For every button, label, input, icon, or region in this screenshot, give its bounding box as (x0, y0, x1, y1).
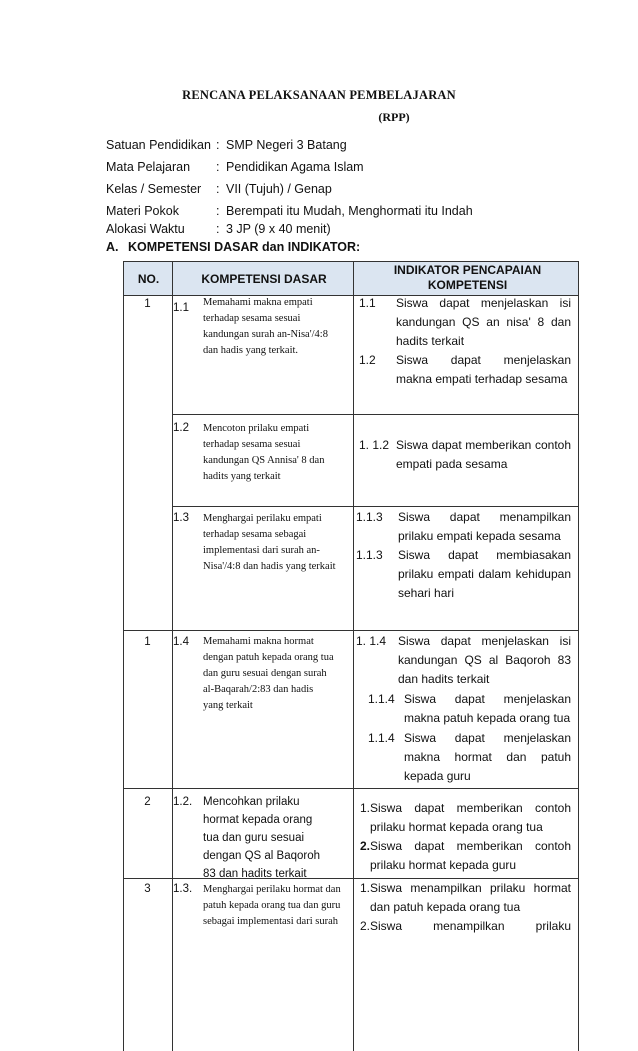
meta-key: Mata Pelajaran (106, 160, 191, 174)
indicator-prefix: 1. 1.2 (359, 438, 390, 452)
indicator-prefix: 1.1.3 (356, 548, 383, 562)
meta-value: Berempati itu Mudah, Menghormati itu Indah (226, 204, 473, 218)
grid-line (578, 261, 579, 1051)
row-number: 1 (144, 636, 151, 648)
indicator-text: Siswa dapat memberikan contoh prilaku hormat kepada guru (370, 839, 571, 872)
indicator-item (359, 294, 571, 351)
grid-line (172, 506, 579, 507)
indicator-list (356, 508, 571, 603)
kd-code: 1.1 (173, 302, 189, 314)
meta-key: Kelas / Semester (106, 182, 202, 196)
kd-text: Mencoton prilaku empati terhadap sesama sesuai kandungan QS Annisa' 8 dan hadits yang terkait (203, 423, 325, 482)
kd-code: 1.2. (173, 796, 193, 808)
indicator-list (359, 436, 571, 474)
indicator-list (356, 879, 571, 936)
indicator-prefix: 2. (360, 919, 371, 933)
indicator-item (356, 508, 571, 546)
indicator-prefix: 1. (360, 801, 371, 815)
grid-line (123, 788, 579, 789)
indicator-prefix: 1.1.4 (368, 692, 395, 706)
indicator-prefix: 1. 1.4 (356, 634, 387, 648)
indicator-list (356, 799, 571, 875)
indicator-list (356, 632, 571, 786)
header-kd: KOMPETENSI DASAR (201, 272, 327, 286)
meta-value: VII (Tujuh) / Genap (226, 182, 332, 196)
table-header (123, 261, 579, 296)
kd-code: 1.3 (173, 512, 189, 524)
grid-line (172, 261, 173, 296)
meta-value: Pendidikan Agama Islam (226, 160, 364, 174)
indicator-text: Siswa dapat memberikan contoh prilaku hormat kepada orang tua (370, 801, 571, 834)
kd-text: Menghargai perilaku hormat dan patuh kepada orang tua dan guru sebagai implementasi dari surah (203, 884, 341, 927)
row-number: 3 (144, 883, 151, 895)
meta-value: SMP Negeri 3 Batang (226, 138, 347, 152)
indicator-text: Siswa dapat menampilkan prilaku empati kepada sesama (398, 510, 571, 543)
row-number: 2 (144, 796, 151, 808)
indicator-text: Siswa menampilkan prilaku hormat dan patuh kepada orang tua (370, 881, 571, 914)
grid-line (172, 296, 173, 1051)
grid-line (172, 414, 579, 415)
indicator-prefix: 2. (360, 839, 371, 853)
meta-colon: : (216, 182, 220, 196)
indicator-item (356, 632, 571, 689)
row-number: 1 (144, 298, 151, 310)
kd-text: Mencohkan prilaku hormat kepada orang tua dan guru sesuai dengan QS al Baqoroh 83 dan hadits terkait (203, 796, 321, 880)
meta-colon: : (216, 160, 220, 174)
section-number: A. (106, 240, 119, 254)
kd-text: Memahami makna empati terhadap sesama sesuai kandungan surah an-Nisa'/4:8 dan hadis yang terkait. (203, 297, 328, 356)
competency-table (123, 261, 579, 1051)
kd-text: Menghargai perilaku empati terhadap sesama sebagai implementasi dari surah an-Nisa'/4:8 dan hadis yang terkait (203, 513, 336, 572)
indicator-item (356, 690, 571, 728)
meta-key: Alokasi Waktu (106, 222, 185, 236)
indicator-text: Siswa dapat membiasakan prilaku empati dalam kehidupan sehari hari (398, 548, 571, 600)
meta-value: 3 JP (9 x 40 menit) (226, 222, 331, 236)
indicator-item (356, 546, 571, 603)
header-no: NO. (137, 272, 160, 286)
kd-code: 1.3. (173, 883, 193, 895)
indicator-item (359, 436, 571, 474)
kd-code: 1.2 (173, 422, 189, 434)
indicator-text: Siswa dapat menjelaskan makna hormat dan patuh kepada guru (404, 731, 571, 783)
grid-line (353, 261, 354, 1051)
section-label: KOMPETENSI DASAR dan INDIKATOR: (128, 240, 361, 254)
meta-colon: : (216, 138, 220, 152)
indicator-item (356, 729, 571, 786)
indicator-text: Siswa dapat menjelaskan makna empati terhadap sesama (396, 353, 571, 386)
indicator-item (359, 351, 571, 389)
indicator-text: Siswa dapat menjelaskan makna patuh kepada orang tua (404, 692, 571, 725)
document-title: RENCANA PELAKSANAAN PEMBELAJARAN (182, 88, 456, 102)
grid-line (123, 261, 124, 1051)
indicator-text: Siswa dapat menjelaskan isi kandungan QS an nisa' 8 dan hadits terkait (396, 296, 571, 348)
section-heading (106, 240, 360, 254)
document-subtitle: (RPP) (378, 110, 410, 124)
grid-line (123, 630, 579, 631)
indicator-prefix: 1. (360, 881, 371, 895)
indicator-prefix: 1.2 (359, 353, 376, 367)
header-indicator: INDIKATOR PENCAPAIAN KOMPETENSI (393, 263, 542, 292)
indicator-prefix: 1.1.3 (356, 510, 383, 524)
meta-colon: : (216, 204, 220, 218)
indicator-item (356, 837, 571, 875)
indicator-item (356, 879, 571, 917)
indicator-text: Siswa dapat memberikan contoh empati pada sesama (396, 438, 571, 471)
meta-key: Satuan Pendidikan (106, 138, 211, 152)
indicator-text: Siswa menampilkan prilaku (370, 919, 571, 933)
kd-code: 1.4 (173, 636, 189, 648)
indicator-item (356, 799, 571, 837)
meta-key: Materi Pokok (106, 204, 179, 218)
indicator-list (359, 294, 571, 389)
indicator-item (356, 917, 571, 936)
indicator-text: Siswa dapat menjelaskan isi kandungan QS al Baqoroh 83 dan hadits terkait (398, 634, 571, 686)
indicator-prefix: 1.1.4 (368, 731, 395, 745)
kd-text: Memahami makna hormat dengan patuh kepada orang tua dan guru sesuai dengan surah al-Baqarah/2:83 dan hadis yang terkait (203, 636, 334, 711)
meta-colon: : (216, 222, 220, 236)
indicator-prefix: 1.1 (359, 296, 376, 310)
